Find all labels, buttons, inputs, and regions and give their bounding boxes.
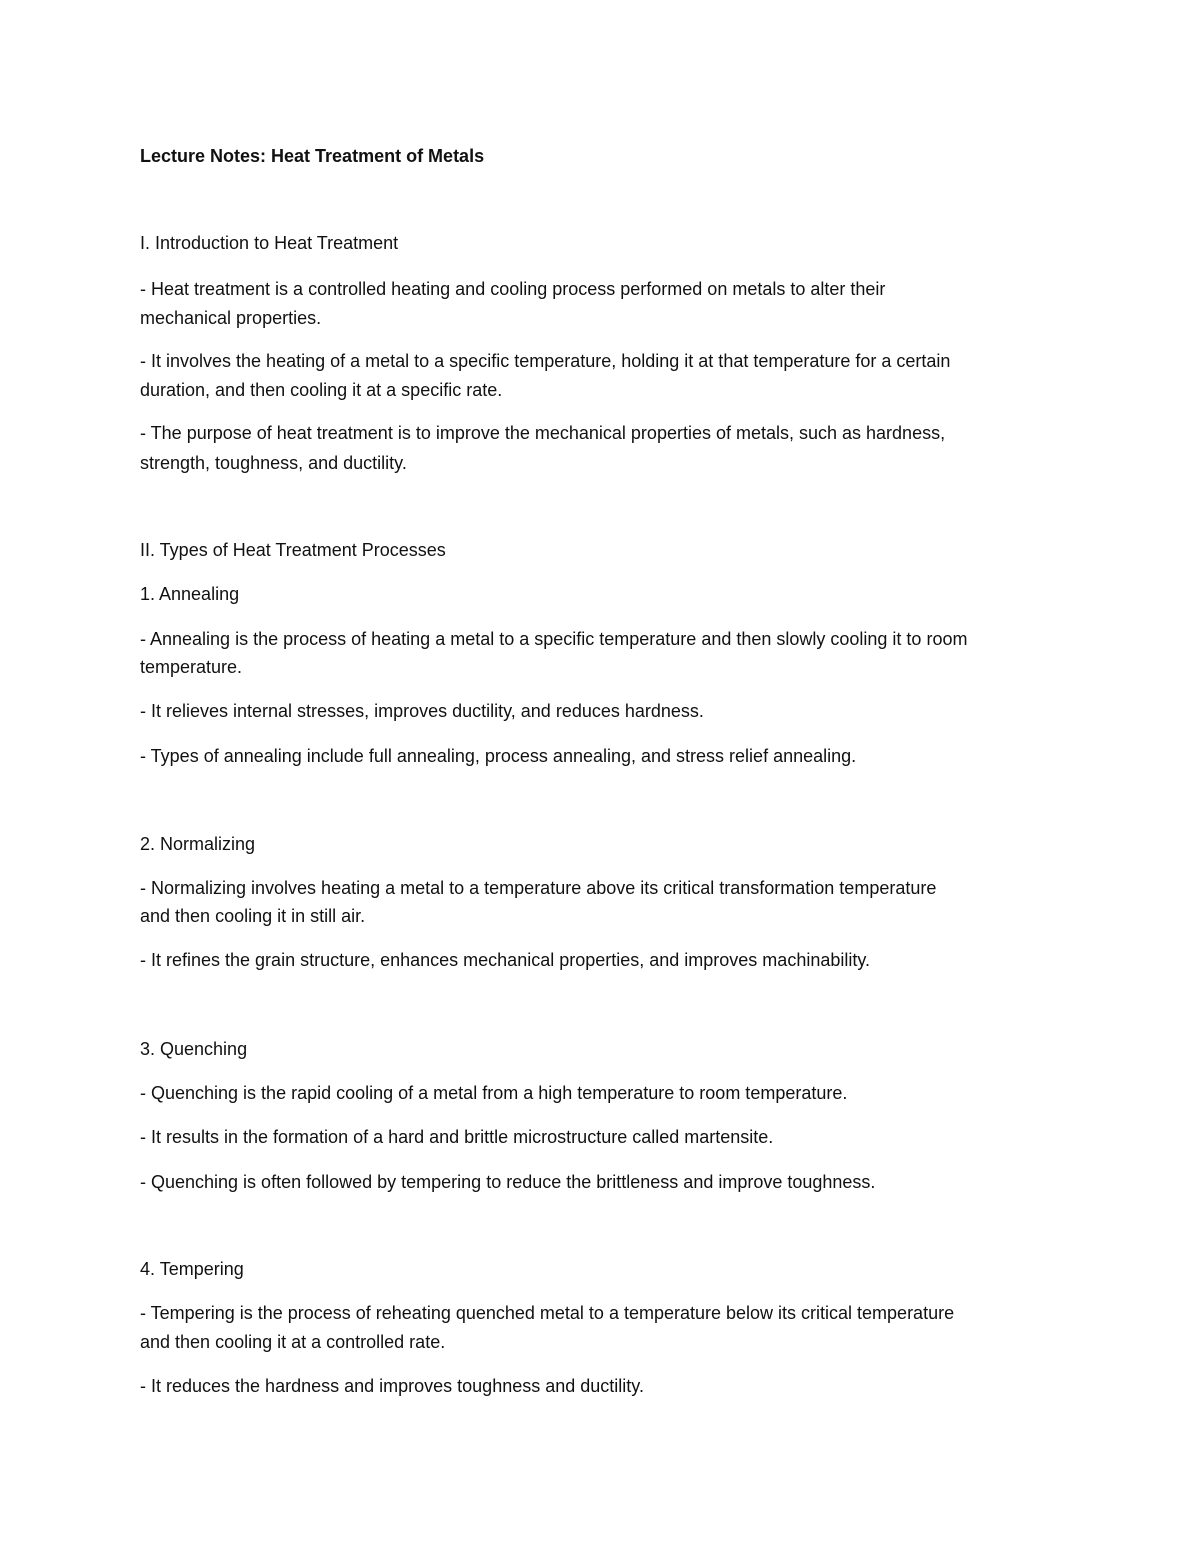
annealing-paragraph-2: - It relieves internal stresses, improves ductility, and reduces hardness. bbox=[140, 701, 704, 721]
intro-paragraph-2-line-2: duration, and then cooling it at a specific rate. bbox=[140, 380, 503, 400]
intro-paragraph-2-line-1: - It involves the heating of a metal to a specific temperature, holding it at that temperature for a certain bbox=[140, 351, 951, 371]
tempering-paragraph-1-line-1: - Tempering is the process of reheating quenched metal to a temperature below its critical temperature bbox=[140, 1303, 955, 1323]
subsection-heading-normalizing: 2. Normalizing bbox=[140, 834, 256, 854]
normalizing-paragraph-1-line-1: - Normalizing involves heating a metal to a temperature above its critical transformation temperature bbox=[140, 878, 937, 898]
annealing-paragraph-1-line-1: - Annealing is the process of heating a metal to a specific temperature and then slowly cooling it to room bbox=[140, 629, 968, 649]
subsection-heading-quenching: 3. Quenching bbox=[140, 1039, 248, 1059]
tempering-paragraph-2: - It reduces the hardness and improves toughness and ductility. bbox=[140, 1376, 644, 1396]
quenching-paragraph-1: - Quenching is the rapid cooling of a metal from a high temperature to room temperature. bbox=[140, 1083, 848, 1103]
section-heading-introduction: I. Introduction to Heat Treatment bbox=[140, 233, 399, 253]
intro-paragraph-1-line-2: mechanical properties. bbox=[140, 308, 322, 328]
intro-paragraph-3-line-1: - The purpose of heat treatment is to improve the mechanical properties of metals, such as hardness, bbox=[140, 423, 946, 443]
section-heading-types: II. Types of Heat Treatment Processes bbox=[140, 540, 446, 560]
subsection-heading-tempering: 4. Tempering bbox=[140, 1259, 244, 1279]
annealing-paragraph-1-line-2: temperature. bbox=[140, 657, 243, 677]
normalizing-paragraph-1-line-2: and then cooling it in still air. bbox=[140, 906, 366, 926]
annealing-paragraph-3: - Types of annealing include full annealing, process annealing, and stress relief annealing. bbox=[140, 746, 857, 766]
intro-paragraph-3-line-2: strength, toughness, and ductility. bbox=[140, 453, 407, 473]
document-title: Lecture Notes: Heat Treatment of Metals bbox=[140, 146, 485, 166]
quenching-paragraph-2: - It results in the formation of a hard and brittle microstructure called martensite. bbox=[140, 1127, 774, 1147]
intro-paragraph-1-line-1: - Heat treatment is a controlled heating and cooling process performed on metals to alter their bbox=[140, 279, 886, 299]
subsection-heading-annealing: 1. Annealing bbox=[140, 584, 240, 604]
tempering-paragraph-1-line-2: and then cooling it at a controlled rate. bbox=[140, 1332, 446, 1352]
quenching-paragraph-3: - Quenching is often followed by tempering to reduce the brittleness and improve toughness. bbox=[140, 1172, 876, 1192]
normalizing-paragraph-2: - It refines the grain structure, enhances mechanical properties, and improves machinability. bbox=[140, 950, 871, 970]
